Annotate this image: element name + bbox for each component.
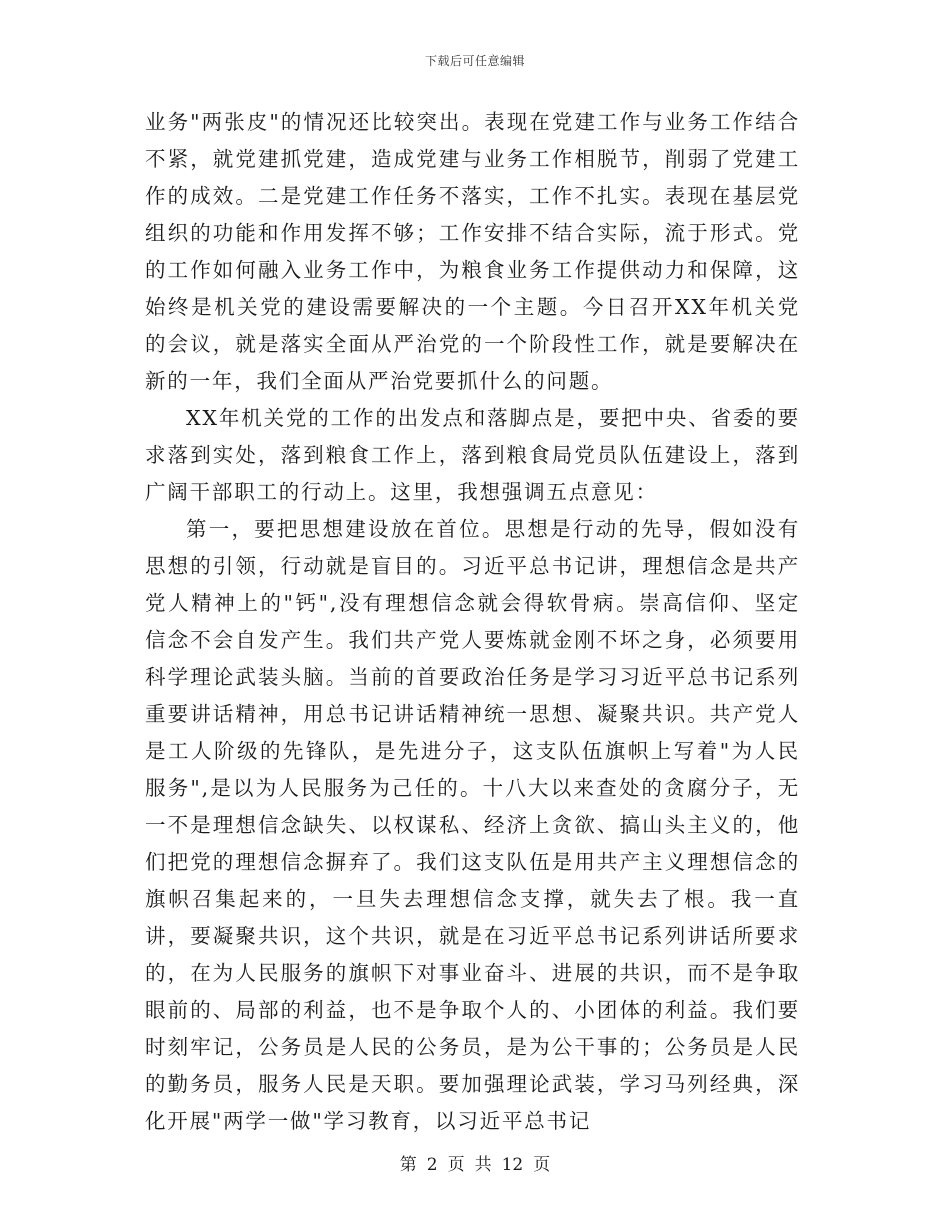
paragraph-2: XX年机关党的工作的出发点和落脚点是，要把中央、省委的要求落到实处，落到粮食工作上，落到粮食局党员队伍建设上，落到广阔干部职工的行动上。这里，我想强调五点意见：: [145, 406, 800, 504]
paragraph-1: 业务"两张皮"的情况还比较突出。表现在党建工作与业务工作结合不紧，就党建抓党建，造成党建与业务工作相脱节，削弱了党建工作的成效。二是党建工作任务不落实，工作不扎实。表现在基层党组织的功能和作用发挥不够；工作安排不结合实际，流于形式。党的工作如何融入业务工作中，为粮食业务工作提供动力和保障，这始终是机关党的建设需要解决的一个主题。今日召开XX年机关党的会议，就是落实全面从严治党的一个阶段性工作，就是要解决在新的一年，我们全面从严治党要抓什么的问题。: [145, 110, 800, 393]
footer-total-word: 共: [474, 1155, 492, 1175]
document-body: [145, 104, 800, 1140]
header-note: 下载后可任意编辑: [424, 54, 525, 68]
footer-suffix: 页: [533, 1155, 551, 1175]
footer-page-word: 页: [447, 1155, 465, 1175]
footer-current-page: 2: [426, 1155, 438, 1175]
footer-prefix: 第: [399, 1155, 417, 1175]
page-footer: [0, 1150, 950, 1175]
paragraph-3: 第一，要把思想建设放在首位。思想是行动的先导，假如没有思想的引领，行动就是盲目的。习近平总书记讲，理想信念是共产党人精神上的"钙",没有理想信念就会得软骨病。崇高信仰、坚定信念不会自发产生。我们共产党人要炼就金刚不坏之身，必须要用科学理论武装头脑。当前的首要政治任务是学习习近平总书记系列重要讲话精神，用总书记讲话精神统一思想、凝聚共识。共产党人是工人阶级的先锋队，是先进分子，这支队伍旗帜上写着"为人民服务",是以为人民服务为己任的。十八大以来查处的贪腐分子，无一不是理想信念缺失、以权谋私、经济上贪欲、搞山头主义的，他们把党的理想信念摒弃了。我们这支队伍是用共产主义理想信念的旗帜召集起来的，一旦失去理想信念支撑，就失去了根。我一直讲，要凝聚共识，这个共识，就是在习近平总书记系列讲话所要求的，在为人民服务的旗帜下对事业奋斗、进展的共识，而不是争取眼前的、局部的利益，也不是争取个人的、小团体的利益。我们要时刻牢记，公务员是人民的公务员，是为公干事的；公务员是人民的勤务员，服务人民是天职。要加强理论武装，学习马列经典，深化开展"两学一做"学习教育，以习近平总书记: [145, 517, 800, 1133]
footer-total-pages: 12: [501, 1155, 524, 1175]
